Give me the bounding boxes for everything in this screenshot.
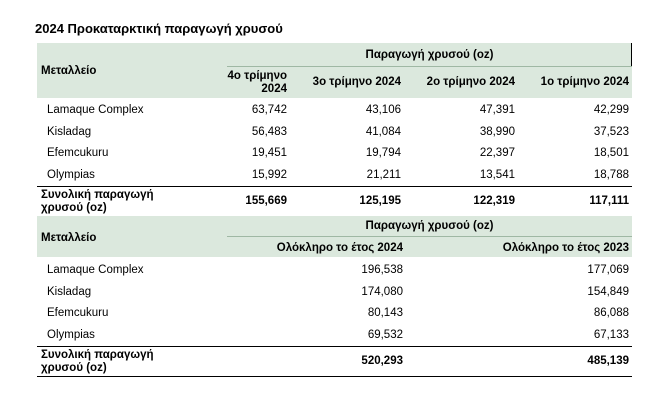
total-q4: 155,669 [245,195,287,207]
value-q1: 37,523 [593,125,629,138]
column-header-q4: 4ο τρίμηνο 2024 [227,70,287,95]
column-header-2024: Ολόκληρο το έτος 2024 [276,242,403,254]
value-q2: 47,391 [479,104,515,116]
header-right-border [631,43,632,66]
mine-column-header: Μεταλλείο [41,232,97,244]
mine-name: Lamaque Complex [47,264,144,276]
page-title: 2024 Προκαταρκτική παραγωγή χρυσού [35,21,283,36]
total-2024: 520,293 [361,355,403,367]
value-q4: 19,451 [251,147,287,159]
column-header-q2: 2ο τρίμηνο 2024 [426,76,515,88]
value-2024: 80,143 [367,307,403,319]
total-q2: 122,319 [473,195,515,207]
value-q3: 19,794 [365,147,401,159]
mine-name: Efemcukuru [47,307,109,319]
value-q4: 63,742 [251,104,287,116]
total-q1: 117,111 [589,195,629,207]
annual-production-table [37,216,632,377]
table-header [37,216,632,257]
value-2023: 67,133 [593,328,629,341]
table-row [37,282,632,304]
total-label: Συνολική παραγωγή χρυσού (oz) [41,349,154,374]
table-header [37,43,632,98]
value-2023: 177,069 [587,264,629,276]
group-header: Παραγωγή χρυσού (oz) [365,49,494,61]
value-q1: 18,788 [593,168,629,181]
group-underline [227,236,632,237]
value-q3: 43,106 [365,104,401,116]
total-2023: 485,139 [587,355,629,367]
table-row [37,143,632,165]
value-q1: 42,299 [593,104,629,116]
group-underline [227,66,632,67]
mine-name: Kisladag [47,125,92,138]
total-q3: 125,195 [359,195,401,207]
value-2023: 86,088 [593,307,629,319]
value-q3: 41,084 [365,125,401,138]
mine-column-header: Μεταλλείο [41,65,97,77]
mine-name: Lamaque Complex [47,104,144,116]
table-row [37,122,632,144]
group-header: Παραγωγή χρυσού (oz) [365,220,494,232]
value-q2: 13,541 [479,168,515,181]
quarterly-production-table [37,43,632,217]
table-row [37,303,632,325]
table-row [37,165,632,187]
value-q2: 22,397 [479,147,515,159]
mine-name: Kisladag [47,285,92,298]
column-header-q3: 3ο τρίμηνο 2024 [312,76,401,88]
mine-name: Olympias [47,328,95,341]
value-q3: 21,211 [366,168,401,181]
mine-name: Olympias [47,168,95,181]
column-header-q1: 1ο τρίμηνο 2024 [540,76,629,88]
total-row [37,186,632,217]
column-header-2023: Ολόκληρο το έτος 2023 [502,242,629,254]
value-q2: 38,990 [479,125,515,138]
table-row [37,100,632,122]
mine-name: Efemcukuru [47,147,109,159]
value-q1: 18,501 [593,147,629,159]
value-2024: 69,532 [367,328,403,341]
value-q4: 56,483 [251,125,287,138]
total-row [37,346,632,377]
value-2024: 196,538 [361,264,403,276]
value-2024: 174,080 [361,285,403,298]
table-row [37,260,632,282]
value-2023: 154,849 [587,285,629,298]
table-row [37,325,632,347]
value-q4: 15,992 [251,168,287,181]
total-label: Συνολική παραγωγή χρυσού (oz) [41,189,154,214]
